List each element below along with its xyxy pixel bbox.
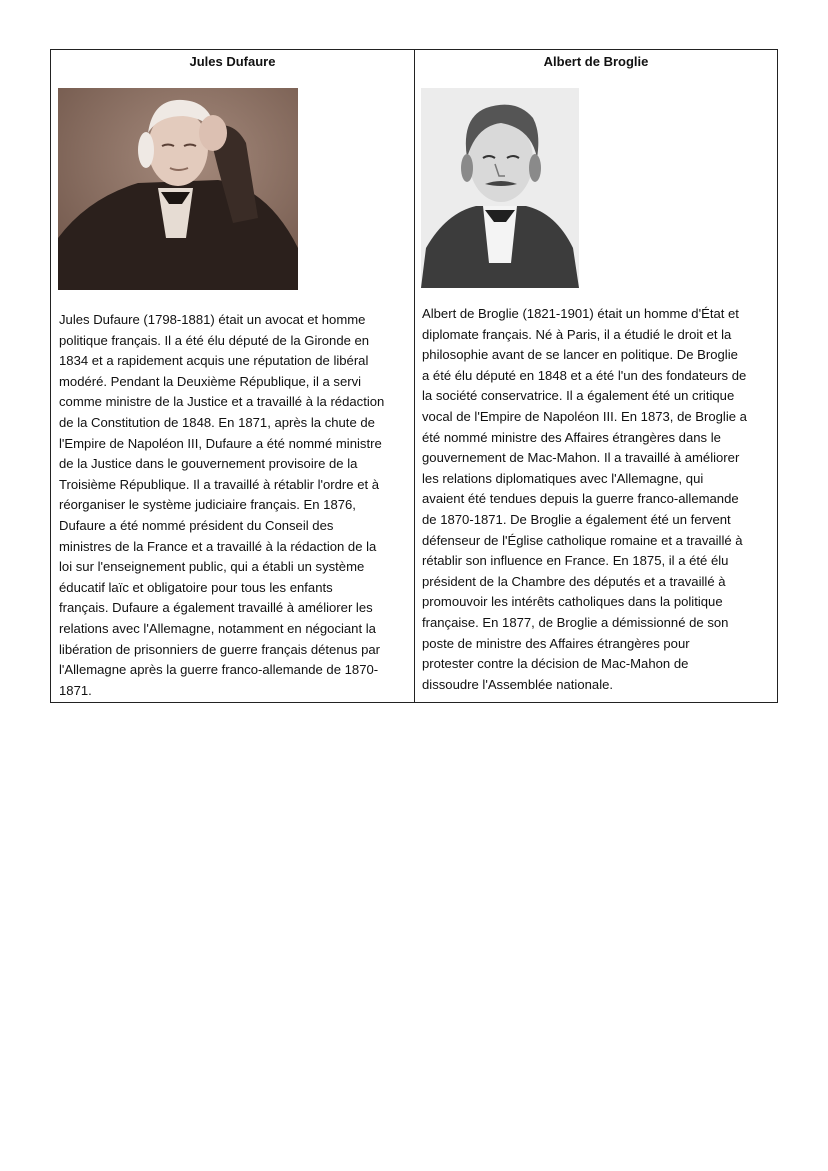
comparison-table [50, 49, 778, 703]
text-line: protester contre la décision de Mac-Mahon de [422, 656, 689, 672]
text-line: loi sur l'enseignement public, qui a établi un système [59, 559, 365, 575]
text-line: français. Dufaure a également travaillé à améliorer les [59, 600, 373, 616]
biography-text [422, 304, 747, 695]
text-line: rétablir son influence en France. En 1875, il a été élu [422, 553, 729, 569]
text-line: de la Justice dans le gouvernement provisoire de la [59, 456, 358, 472]
text-line: 1871. [59, 682, 92, 698]
text-line: avaient été tendues depuis la guerre franco-allemande [422, 491, 739, 507]
text-line: diplomate français. Né à Paris, il a étudié le droit et la [422, 326, 732, 342]
text-line: ministres de la France et a travaillé à la rédaction de la [59, 538, 377, 554]
column-jules-dufaure [51, 50, 415, 702]
text-line: 1834 et a rapidement acquis une réputation de libéral [59, 353, 369, 369]
text-line: été nommé ministre des Affaires étrangères dans le [422, 429, 721, 445]
text-line: Albert de Broglie (1821-1901) était un homme d'État et [422, 306, 739, 321]
text-line: libération de prisonniers de guerre français détenus par [59, 641, 380, 657]
text-line: l'Empire de Napoléon III, Dufaure a été nommé ministre [59, 435, 382, 451]
text-line: président de la Chambre des députés et a travaillé à [422, 573, 726, 589]
column-albert-de-broglie [415, 50, 777, 702]
portrait-image [421, 88, 579, 288]
text-line: la société conservatrice. Il a également été un critique [422, 388, 735, 404]
text-line: philosophie avant de se lancer en politique. De Broglie [422, 347, 738, 363]
text-line: Jules Dufaure (1798-1881) était un avocat et homme [59, 312, 366, 327]
text-line: défenseur de l'Église catholique romaine et a travaillé à [422, 532, 743, 548]
text-line: de 1870-1871. De Broglie a également été un fervent [422, 511, 731, 527]
text-line: modéré. Pendant la Deuxième République, il a servi [59, 373, 362, 389]
text-line: Dufaure a été nommé président du Conseil des [59, 517, 334, 533]
text-line: comme ministre de la Justice et a travaillé à la rédaction [59, 394, 385, 410]
text-line: politique français. Il a été élu député de la Gironde en [59, 332, 370, 348]
column-heading: Albert de Broglie [543, 54, 649, 69]
text-line: vocal de l'Empire de Napoléon III. En 1873, de Broglie a [422, 408, 747, 424]
text-line: dissoudre l'Assemblée nationale. [422, 676, 614, 692]
text-line: promouvoir les intérêts catholiques dans la politique [422, 594, 723, 610]
column-heading: Jules Dufaure [189, 54, 276, 69]
text-line: l'Allemagne après la guerre franco-allemande de 1870- [59, 662, 379, 678]
portrait-image [58, 88, 298, 290]
biography-text [59, 310, 384, 701]
portrait-photo [58, 88, 298, 290]
text-line: de la Constitution de 1848. En 1871, après la chute de [59, 414, 375, 430]
text-line: gouvernement de Mac-Mahon. Il a travaillé à améliorer [422, 450, 740, 466]
portrait-engraving [421, 88, 579, 288]
text-line: Troisième République. Il a travaillé à rétablir l'ordre et à [59, 476, 380, 492]
text-line: éducatif laïc et obligatoire pour tous les enfants [59, 579, 333, 595]
text-line: a été élu député en 1848 et a été l'un des fondateurs de [422, 367, 747, 383]
text-line: française. En 1877, de Broglie a démissionné de son [422, 614, 729, 630]
text-line: relations avec l'Allemagne, notamment en négociant la [59, 620, 376, 636]
text-line: réorganiser le système judiciaire français. En 1876, [59, 497, 356, 513]
text-line: poste de ministre des Affaires étrangères pour [422, 635, 690, 651]
text-line: les relations diplomatiques avec l'Allemagne, qui [422, 470, 704, 486]
